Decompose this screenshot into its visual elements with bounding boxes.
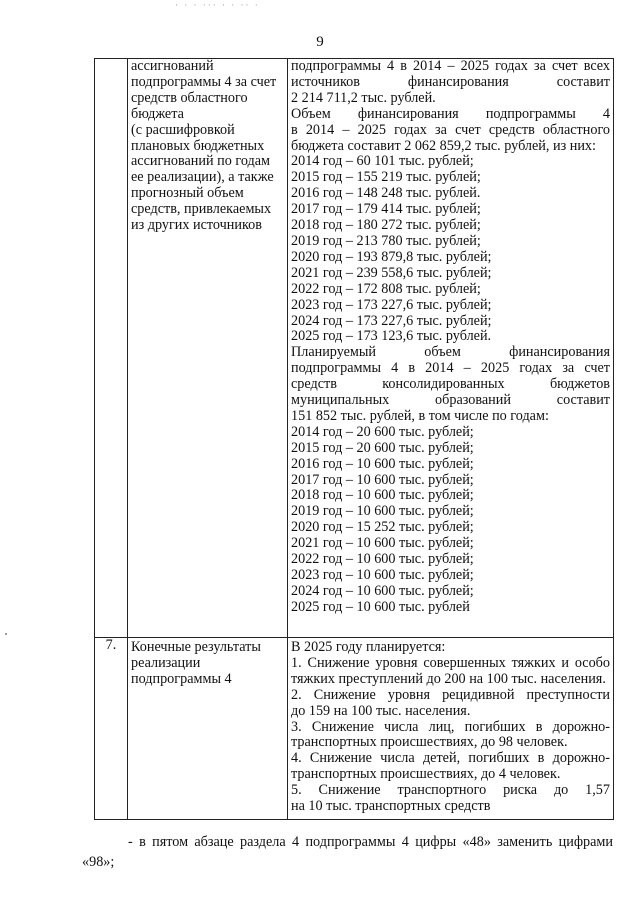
- text-line: 151 852 тыс. рублей, в том числе по годам:: [291, 408, 549, 424]
- year-amount-line: 2018 год – 180 272 тыс. рублей;: [291, 218, 481, 234]
- year-amount-line: 2023 год – 173 227,6 тыс. рублей;: [291, 297, 492, 313]
- year-amount-line: 2025 год – 10 600 тыс. рублей: [291, 599, 470, 615]
- label-line: плановых бюджетных: [131, 138, 265, 154]
- year-amount-line: 2021 год – 239 558,6 тыс. рублей;: [291, 265, 492, 281]
- year-amount-line: 2015 год – 155 219 тыс. рублей;: [291, 170, 481, 186]
- year-amount-line: 2014 год – 60 101 тыс. рублей;: [291, 154, 474, 170]
- result-line: В 2025 году планируется:: [291, 640, 446, 655]
- label-line: Конечные результаты: [131, 640, 261, 655]
- label-line: прогнозный объем: [131, 186, 244, 202]
- label-line: средств, привлекаемых: [131, 202, 272, 218]
- label-line: из других источников: [131, 218, 262, 234]
- year-amount-line: 2023 год – 10 600 тыс. рублей;: [291, 568, 474, 583]
- text-line: 2 214 711,2 тыс. рублей.: [291, 90, 436, 106]
- label-line: подпрограммы 4 за счет: [131, 74, 277, 90]
- year-amount-line: 2015 год – 20 600 тыс. рублей;: [291, 440, 474, 456]
- text-line: средств консолидированных бюджетов: [291, 377, 610, 393]
- table-row-results: [95, 638, 614, 820]
- scan-artifact: · · · ··· · · ·· ·: [175, 0, 260, 10]
- year-amount-line: 2020 год – 193 879,8 тыс. рублей;: [291, 249, 492, 265]
- year-amount-line: 2022 год – 172 808 тыс. рублей;: [291, 281, 481, 297]
- year-amount-line: 2021 год – 10 600 тыс. рублей;: [291, 536, 474, 552]
- result-line: транспортных происшествиях, до 4 человек.: [291, 767, 561, 783]
- result-line: до 159 на 100 тыс. населения.: [291, 703, 471, 719]
- year-amount-line: 2017 год – 179 414 тыс. рублей;: [291, 202, 481, 218]
- amendment-paragraph: [82, 832, 613, 872]
- year-amount-line: 2024 год – 173 227,6 тыс. рублей;: [291, 313, 492, 329]
- label-line: подпрограммы 4: [131, 671, 232, 687]
- year-amount-line: 2019 год – 213 780 тыс. рублей;: [291, 233, 481, 249]
- passport-table: [94, 58, 614, 820]
- row-number-cell: [95, 59, 128, 638]
- result-line: 5. Снижение транспортного риска до 1,57: [291, 783, 610, 799]
- financing-text-cell: [288, 59, 614, 638]
- year-amount-line: 2022 год – 10 600 тыс. рублей;: [291, 552, 474, 568]
- row-label-cell: [128, 59, 288, 638]
- year-amount-line: 2024 год – 10 600 тыс. рублей;: [291, 583, 474, 599]
- year-amount-line: 2018 год – 10 600 тыс. рублей;: [291, 488, 474, 504]
- text-line: подпрограммы 4 в 2014 – 2025 годах за счет всех: [291, 59, 610, 74]
- result-line: тяжких преступлений до 200 на 100 тыс. населения.: [291, 671, 606, 687]
- text-line: в 2014 – 2025 годах за счет средств областного: [291, 122, 610, 138]
- result-line: на 10 тыс. транспортных средств: [291, 799, 491, 815]
- row-label-cell: [128, 638, 288, 820]
- text-line: Планируемый объем финансирования: [291, 345, 610, 361]
- text-line: Объем финансирования подпрограммы 4: [291, 106, 610, 122]
- label-line: ее реализации), а также: [131, 170, 274, 186]
- result-line: 4. Снижение числа детей, погибших в дорожно-: [291, 751, 610, 767]
- result-line: 1. Снижение уровня совершенных тяжких и особо: [291, 655, 610, 671]
- text-line: источников финансирования составит: [291, 74, 610, 90]
- label-line: реализации: [131, 655, 201, 671]
- year-amount-line: 2025 год – 173 123,6 тыс. рублей.: [291, 329, 492, 345]
- label-line: ассигнований: [131, 59, 214, 74]
- text-line: подпрограммы 4 в 2014 – 2025 годах за счет: [291, 361, 610, 377]
- label-line: бюджета: [131, 106, 184, 122]
- year-amount-line: 2016 год – 148 248 тыс. рублей.: [291, 186, 481, 202]
- label-line: ассигнований по годам: [131, 154, 270, 170]
- year-amount-line: 2020 год – 15 252 тыс. рублей;: [291, 520, 474, 536]
- table-row-financing: [95, 59, 614, 638]
- year-amount-line: 2019 год – 10 600 тыс. рублей;: [291, 504, 474, 520]
- row-number-cell: 7.: [95, 638, 128, 820]
- label-line: средств областного: [131, 90, 248, 106]
- page-number: 9: [316, 34, 324, 50]
- result-line: транспортных происшествиях, до 98 человек.: [291, 735, 568, 751]
- result-line: 3. Снижение числа лиц, погибших в дорожно-: [291, 719, 610, 735]
- year-amount-line: 2017 год – 10 600 тыс. рублей;: [291, 472, 474, 488]
- amendment-line: - в пятом абзаце раздела 4 подпрограммы 4 цифры «48» заменить цифрами: [128, 834, 613, 850]
- year-amount-line: 2016 год – 10 600 тыс. рублей;: [291, 456, 474, 472]
- year-amount-line: 2014 год – 20 600 тыс. рублей;: [291, 424, 474, 440]
- text-line: муниципальных образований составит: [291, 393, 610, 409]
- result-line: 2. Снижение уровня рецидивной преступности: [291, 687, 610, 703]
- text-line: бюджета составит 2 062 859,2 тыс. рублей, из них:: [291, 138, 596, 154]
- label-line: (с расшифровкой: [131, 122, 235, 138]
- scan-dot: [5, 633, 7, 635]
- results-text-cell: [288, 638, 614, 820]
- amendment-line: «98»;: [82, 854, 115, 870]
